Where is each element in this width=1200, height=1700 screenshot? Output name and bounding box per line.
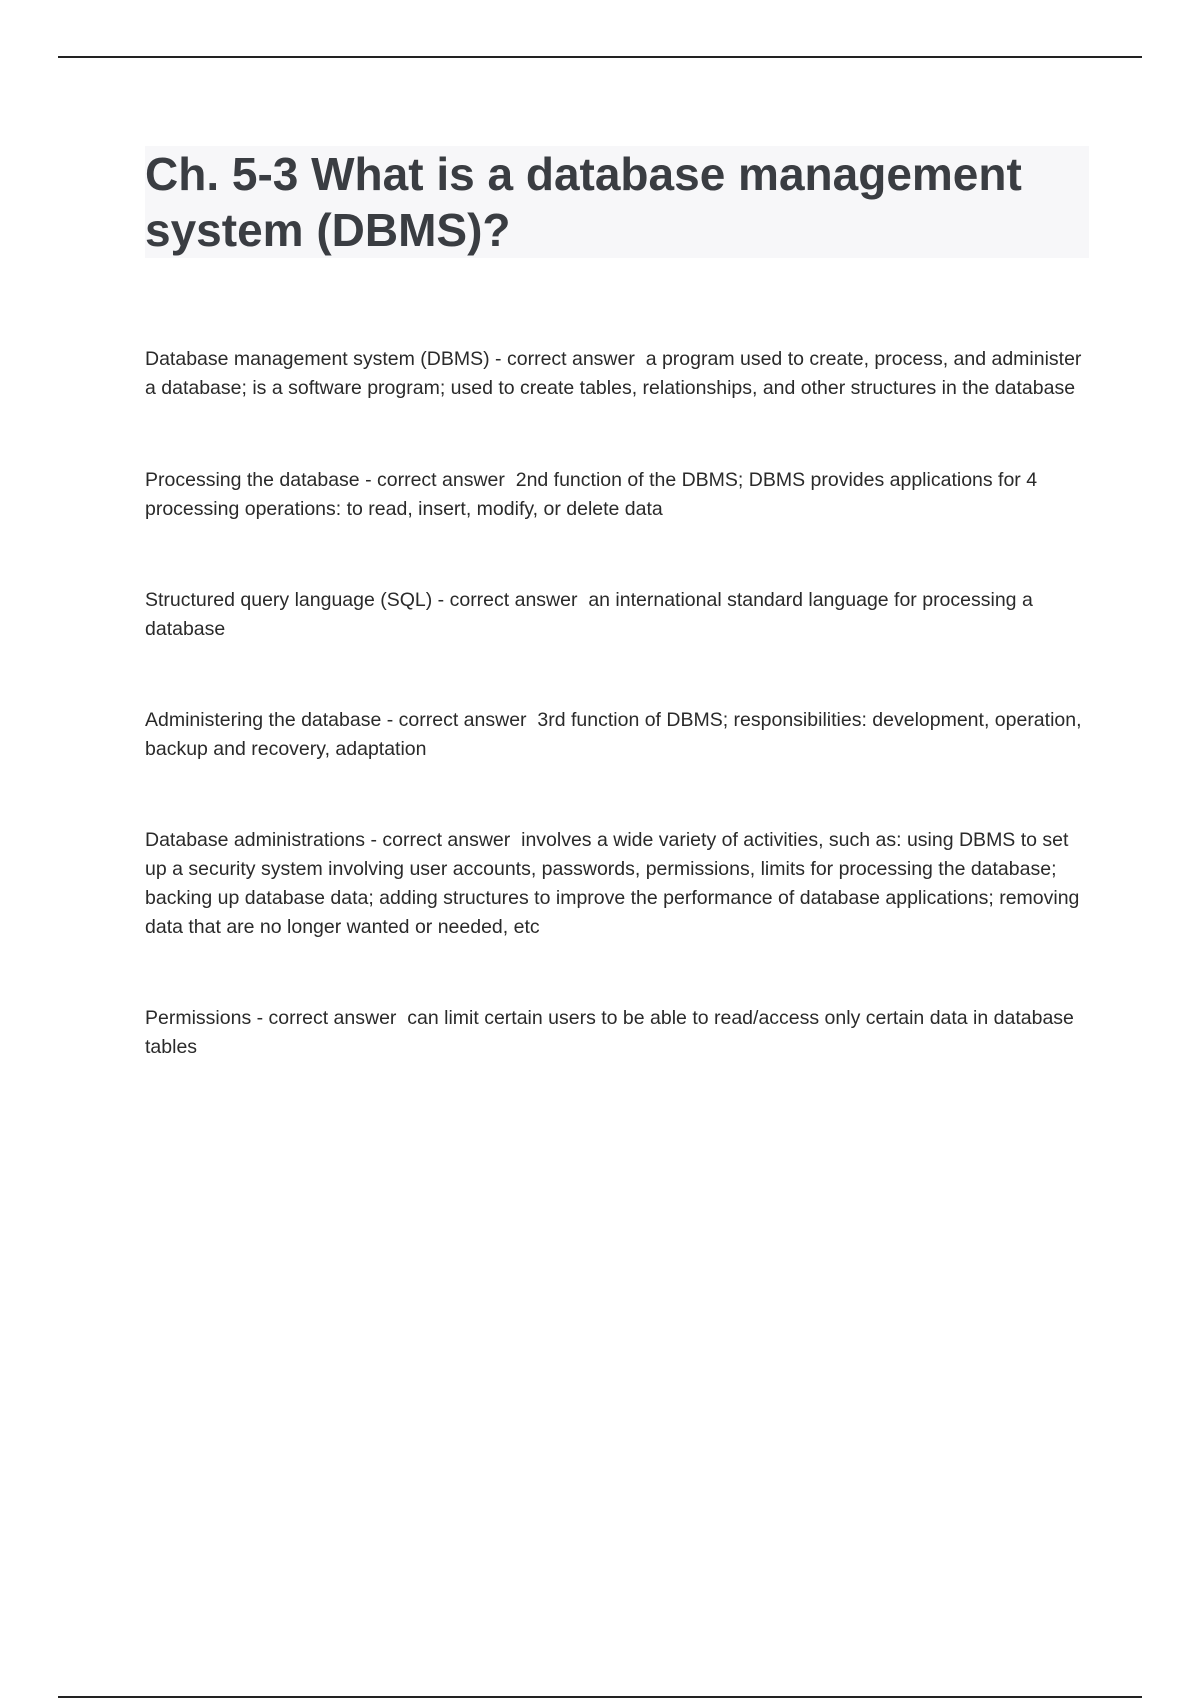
entry-separator: - (359, 469, 377, 491)
flashcard-entry (145, 345, 1085, 403)
answer-label: correct answer (398, 709, 527, 731)
top-rule (58, 56, 1142, 58)
flashcard-entry (145, 586, 1085, 644)
flashcard-entry (145, 826, 1085, 942)
entry-definition: involves a wide variety of activities, such as: using DBMS to set up a security system involving user accounts, passwords, permissions, limits for processing the database; backing up database data; adding structures to improve the performance of database applications; removing data that are no longer wanted or needed, etc (145, 829, 1080, 938)
entry-definition: an international standard language for processing a database (145, 589, 1033, 640)
flashcard-entry (145, 706, 1085, 764)
entry-term: Database management system (DBMS) (145, 348, 490, 370)
entry-separator: - (489, 348, 507, 370)
page-title: Ch. 5-3 What is a database management system (DBMS)? (145, 148, 1022, 256)
answer-label: correct answer (268, 1007, 397, 1029)
entry-term: Permissions (145, 1007, 252, 1029)
title-block (145, 146, 1089, 258)
entry-separator: - (251, 1007, 269, 1029)
answer-label: correct answer (449, 589, 578, 611)
answer-label: correct answer (382, 829, 511, 851)
entry-term: Administering the database (145, 709, 382, 731)
entry-term: Structured query language (SQL) (145, 589, 433, 611)
entry-term: Processing the database (145, 469, 360, 491)
answer-label: correct answer (377, 469, 505, 491)
entry-separator: - (432, 589, 450, 611)
entry-separator: - (381, 709, 399, 731)
entry-separator: - (365, 829, 383, 851)
bottom-rule (58, 1696, 1142, 1698)
flashcard-list (145, 345, 1085, 1062)
flashcard-entry (145, 1004, 1085, 1062)
entry-definition: a program used to create, process, and administer a database; is a software program; used to create tables, relationships, and other structures in the database (145, 348, 1082, 399)
entry-definition: 3rd function of DBMS; responsibilities: development, operation, backup and recovery, adaptation (145, 709, 1082, 760)
answer-label: correct answer (506, 348, 635, 370)
entry-definition: 2nd function of the DBMS; DBMS provides applications for 4 processing operations: to read, insert, modify, or delete data (145, 469, 1038, 520)
entry-term: Database administrations (145, 829, 366, 851)
flashcard-entry (145, 466, 1085, 524)
entry-definition: can limit certain users to be able to read/access only certain data in database tables (145, 1007, 1074, 1058)
